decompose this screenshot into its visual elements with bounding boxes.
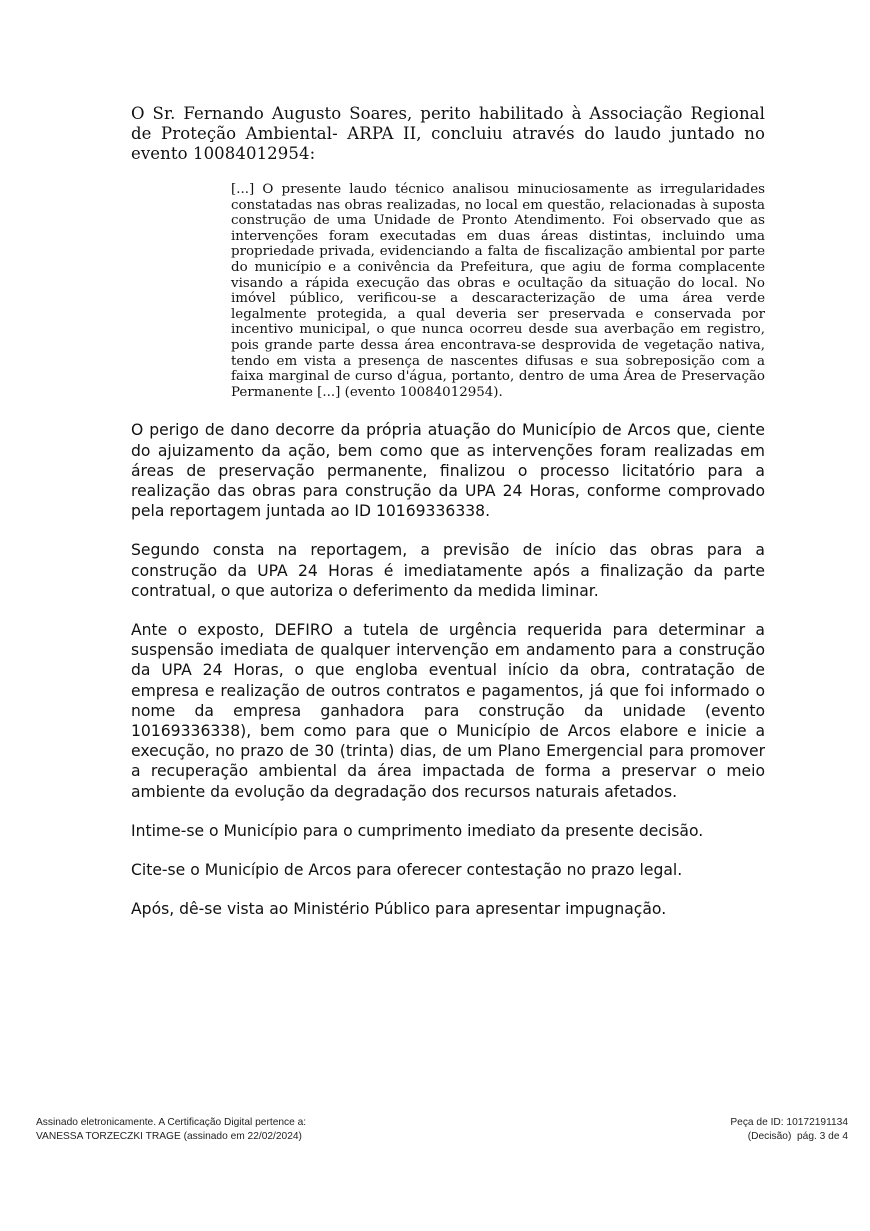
piece-id-text: Peça de ID: 10172191134 <box>730 1117 848 1128</box>
signature-signer-text: VANESSA TORZECZKI TRAGE (assinado em 22/02/2024) <box>36 1131 302 1142</box>
signature-certification-text: Assinado eletronicamente. A Certificação Digital pertence a: <box>36 1117 307 1128</box>
paragraph-cite-se: Cite-se o Município de Arcos para oferecer contestação no prazo legal. <box>131 860 683 879</box>
block-quote: [...] O presente laudo técnico analisou minuciosamente as irregularidades constatadas nas obras realizadas, no local em questão, relacionadas à suposta construção de uma Unidade de Pronto Atendimento. Foi observado que as intervenções foram executadas em duas áreas distintas, incluindo uma propriedade privada, evidenciando a falta de fiscalização ambiental por parte do município e a conivência da Prefeitura, que agiu de forma complacente visando a rápida execução das obras e ocultação da situação do local. No imóvel público, verificou-se a descaracterização de uma área verde legalmente protegida, a qual deveria ser preservada e conservada por incentivo municipal, o que nunca ocorreu desde sua averbação em registro, pois grande parte dessa área encontrava-se desprovida de vegetação nativa, tendo em vista a presença de nascentes difusas e sua sobreposição com a faixa marginal de curso d'água, portanto, dentro de uma Área de Preservação Permanente [...] (evento 10084012954). <box>231 182 765 400</box>
intro-paragraph: O Sr. Fernando Augusto Soares, perito habilitado à Associação Regional de Proteção Ambiental- ARPA II, concluiu através do laudo juntado no evento 10084012954: <box>131 104 765 163</box>
footer-signature <box>36 1116 306 1144</box>
paragraph-intime-se: Intime-se o Município para o cumprimento imediato da presente decisão. <box>131 821 704 840</box>
paragraph-vista-mp: Após, dê-se vista ao Ministério Público para apresentar impugnação. <box>131 900 667 919</box>
page-number-text: (Decisão) pág. 3 de 4 <box>747 1131 848 1142</box>
paragraph-decisao-defiro: Ante o exposto, DEFIRO a tutela de urgência requerida para determinar a suspensão imediata de qualquer intervenção em andamento para a construção da UPA 24 Horas, o que engloba eventual início da obra, contratação de empresa e realização de outros contratos e pagamentos, já que foi informado o nome da empresa ganhadora para construção da unidade (evento 10169336338), bem como para que o Município de Arcos elabore e inicie a execução, no prazo de 30 (trinta) dias, de um Plano Emergencial para promover a recuperação ambiental da área impactada de forma a preservar o meio ambiente da evolução da degradação dos recursos naturais afetados. <box>131 620 765 801</box>
document-body <box>131 104 765 938</box>
footer-piece-info <box>730 1116 848 1144</box>
paragraph-reportagem: Segundo consta na reportagem, a previsão de início das obras para a construção da UPA 24 Horas é imediatamente após a finalização da parte contratual, o que autoriza o deferimento da medida liminar. <box>131 541 765 600</box>
paragraph-perigo-de-dano: O perigo de dano decorre da própria atuação do Município de Arcos que, ciente do ajuizamento da ação, bem como que as intervenções foram realizadas em áreas de preservação permanente, finalizou o processo licitatório para a realização das obras para construção da UPA 24 Horas, conforme comprovado pela reportagem juntada ao ID 10169336338. <box>131 421 765 521</box>
